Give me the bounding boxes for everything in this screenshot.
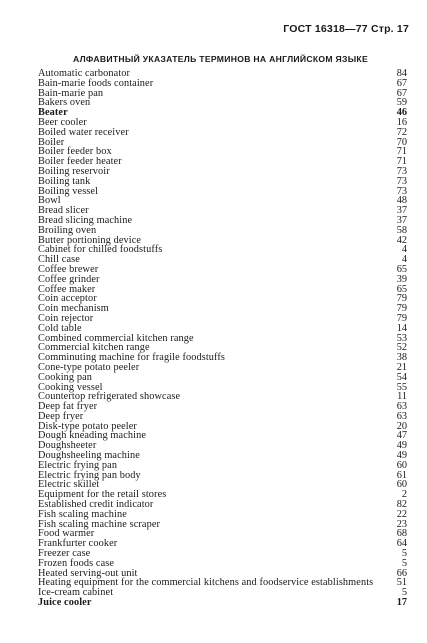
index-entry [38, 314, 407, 324]
entry-number: 39 [396, 273, 407, 285]
entry-number: 59 [396, 97, 407, 109]
entry-number: 63 [396, 410, 407, 422]
entry-number: 58 [396, 224, 407, 236]
entry-term: Beater [38, 107, 68, 119]
index-entry [38, 588, 407, 598]
entry-number: 5 [401, 557, 407, 569]
index-entry [38, 108, 407, 118]
index-entry [38, 402, 407, 412]
entry-number: 21 [396, 361, 407, 373]
entry-term: Boiled water receiver [38, 126, 129, 138]
entry-number: 73 [396, 175, 407, 187]
index-entry [38, 598, 407, 608]
entry-number: 16 [396, 116, 407, 128]
entry-number: 72 [396, 126, 407, 138]
entry-term: Food warmer [38, 528, 95, 540]
entry-term: Doughsheeling machine [38, 450, 140, 462]
entry-term: Comminuting machine for fragile foodstuffs [38, 352, 226, 364]
entry-term: Coffee brewer [38, 263, 99, 275]
entry-term: Dough kneading machine [38, 430, 146, 442]
index-entry [38, 128, 407, 138]
entry-term: Cone-type potato peeler [38, 361, 140, 373]
entry-number: 22 [396, 508, 407, 520]
entry-number: 4 [401, 244, 407, 256]
entry-number: 73 [396, 185, 407, 197]
entry-term: Bain-marie pan [38, 87, 104, 99]
entry-number: 46 [396, 107, 407, 119]
entry-term: Fish scaling machine scraper [38, 518, 161, 530]
entry-term: Electric skillet [38, 479, 100, 491]
entry-term: Electric frying pan [38, 459, 118, 471]
entry-term: Bowl [38, 195, 61, 207]
entry-term: Countertop refrigerated showcase [38, 391, 181, 403]
entry-number: 55 [396, 381, 407, 393]
entry-term: Doughsheeter [38, 440, 97, 452]
entry-term: Deep fat fryer [38, 401, 98, 413]
entry-number: 11 [397, 391, 407, 403]
entry-number: 48 [396, 195, 407, 207]
entry-term: Frankfurter cooker [38, 538, 118, 550]
entry-term: Boiler feeder heater [38, 156, 122, 168]
entry-term: Electric frying pan body [38, 469, 141, 481]
index-entry [38, 245, 407, 255]
entry-number: 64 [396, 538, 407, 550]
entry-number: 68 [396, 528, 407, 540]
entry-number: 65 [396, 283, 407, 295]
index-entry [38, 196, 407, 206]
entry-number: 52 [396, 342, 407, 354]
entry-term: Bakers oven [38, 97, 91, 109]
index-entry [38, 304, 407, 314]
index-entry [38, 539, 407, 549]
entry-number: 51 [396, 577, 407, 589]
index-entry [38, 89, 407, 99]
entry-term: Chill case [38, 254, 80, 266]
entry-number: 5 [401, 587, 407, 599]
entry-number: 63 [396, 401, 407, 413]
entry-number: 71 [396, 156, 407, 168]
index-title: АЛФАВИТНЫЙ УКАЗАТЕЛЬ ТЕРМИНОВ НА АНГЛИЙСКОМ ЯЗЫКЕ [72, 54, 369, 64]
entry-term: Cold table [38, 322, 82, 334]
entry-term: Coin acceptor [38, 293, 97, 305]
entry-term: Boiling tank [38, 175, 91, 187]
entry-number: 66 [396, 567, 407, 579]
entry-term: Cooking pan [38, 371, 93, 383]
entry-term: Beer cooler [38, 116, 87, 128]
entry-number: 84 [396, 68, 407, 79]
entry-term: Bread slicer [38, 205, 89, 217]
entry-number: 49 [396, 450, 407, 462]
entry-number: 60 [396, 479, 407, 491]
entry-number: 42 [396, 234, 407, 246]
entry-number: 37 [396, 205, 407, 217]
entry-term: Frozen foods case [38, 557, 115, 569]
entry-term: Combined commercial kitchen range [38, 332, 194, 344]
entry-term: Juice cooler [38, 597, 92, 609]
entry-term: Broiling oven [38, 224, 97, 236]
entry-number: 71 [396, 146, 407, 158]
entry-number: 65 [396, 263, 407, 275]
entry-term: Fish scaling machine [38, 508, 127, 520]
entry-number: 4 [401, 254, 407, 266]
entry-number: 79 [396, 293, 407, 305]
entry-number: 14 [396, 322, 407, 334]
entry-term: Boiler [38, 136, 65, 148]
entry-number: 70 [396, 136, 407, 148]
index-entry [38, 98, 407, 108]
entry-term: Automatic carbonator [38, 68, 131, 79]
entry-term: Coffee grinder [38, 273, 100, 285]
entry-term: Freezer case [38, 548, 91, 560]
page-header: ГОСТ 16318—77 Стр. 17 [283, 23, 409, 35]
entry-number: 49 [396, 440, 407, 452]
entry-term: Disk-type potato peeler [38, 420, 137, 432]
entry-term: Coffee maker [38, 283, 96, 295]
entry-number: 79 [396, 303, 407, 315]
term-index-list [38, 69, 407, 608]
entry-term: Boiling reservoir [38, 165, 110, 177]
entry-term: Cabinet for chilled foodstuffs [38, 244, 163, 256]
entry-number: 54 [396, 371, 407, 383]
entry-number: 38 [396, 352, 407, 364]
entry-term: Established credit indicator [38, 499, 154, 511]
index-entry [38, 363, 407, 373]
index-entry [38, 167, 407, 177]
entry-term: Bread slicing machine [38, 214, 133, 226]
entry-number: 5 [401, 548, 407, 560]
entry-number: 47 [396, 430, 407, 442]
entry-number: 61 [396, 469, 407, 481]
entry-term: Ice-cream cabinet [38, 587, 114, 599]
entry-number: 60 [396, 459, 407, 471]
entry-term: Equipment for the retail stores [38, 489, 167, 501]
entry-number: 82 [396, 499, 407, 511]
entry-number: 17 [396, 597, 407, 609]
entry-number: 23 [396, 518, 407, 530]
entry-number: 73 [396, 165, 407, 177]
entry-term: Coin rejector [38, 312, 94, 324]
entry-number: 2 [401, 489, 407, 501]
entry-number: 53 [396, 332, 407, 344]
index-entry [38, 187, 407, 197]
entry-term: Heated serving-out unit [38, 567, 138, 579]
entry-term: Boiling vessel [38, 185, 99, 197]
entry-term: Coin mechanism [38, 303, 109, 315]
entry-number: 79 [396, 312, 407, 324]
entry-term: Cooking vessel [38, 381, 103, 393]
entry-term: Commercial kitchen range [38, 342, 150, 354]
entry-term: Heating equipment for the commercial kitchens and foodservice establishments [38, 577, 374, 589]
entry-term: Boiler feeder box [38, 146, 112, 158]
entry-term: Butter portioning device [38, 234, 142, 246]
entry-term: Bain-marie foods container [38, 77, 154, 89]
entry-term: Deep fryer [38, 410, 84, 422]
entry-number: 37 [396, 214, 407, 226]
entry-number: 67 [396, 87, 407, 99]
entry-number: 67 [396, 77, 407, 89]
entry-number: 20 [396, 420, 407, 432]
